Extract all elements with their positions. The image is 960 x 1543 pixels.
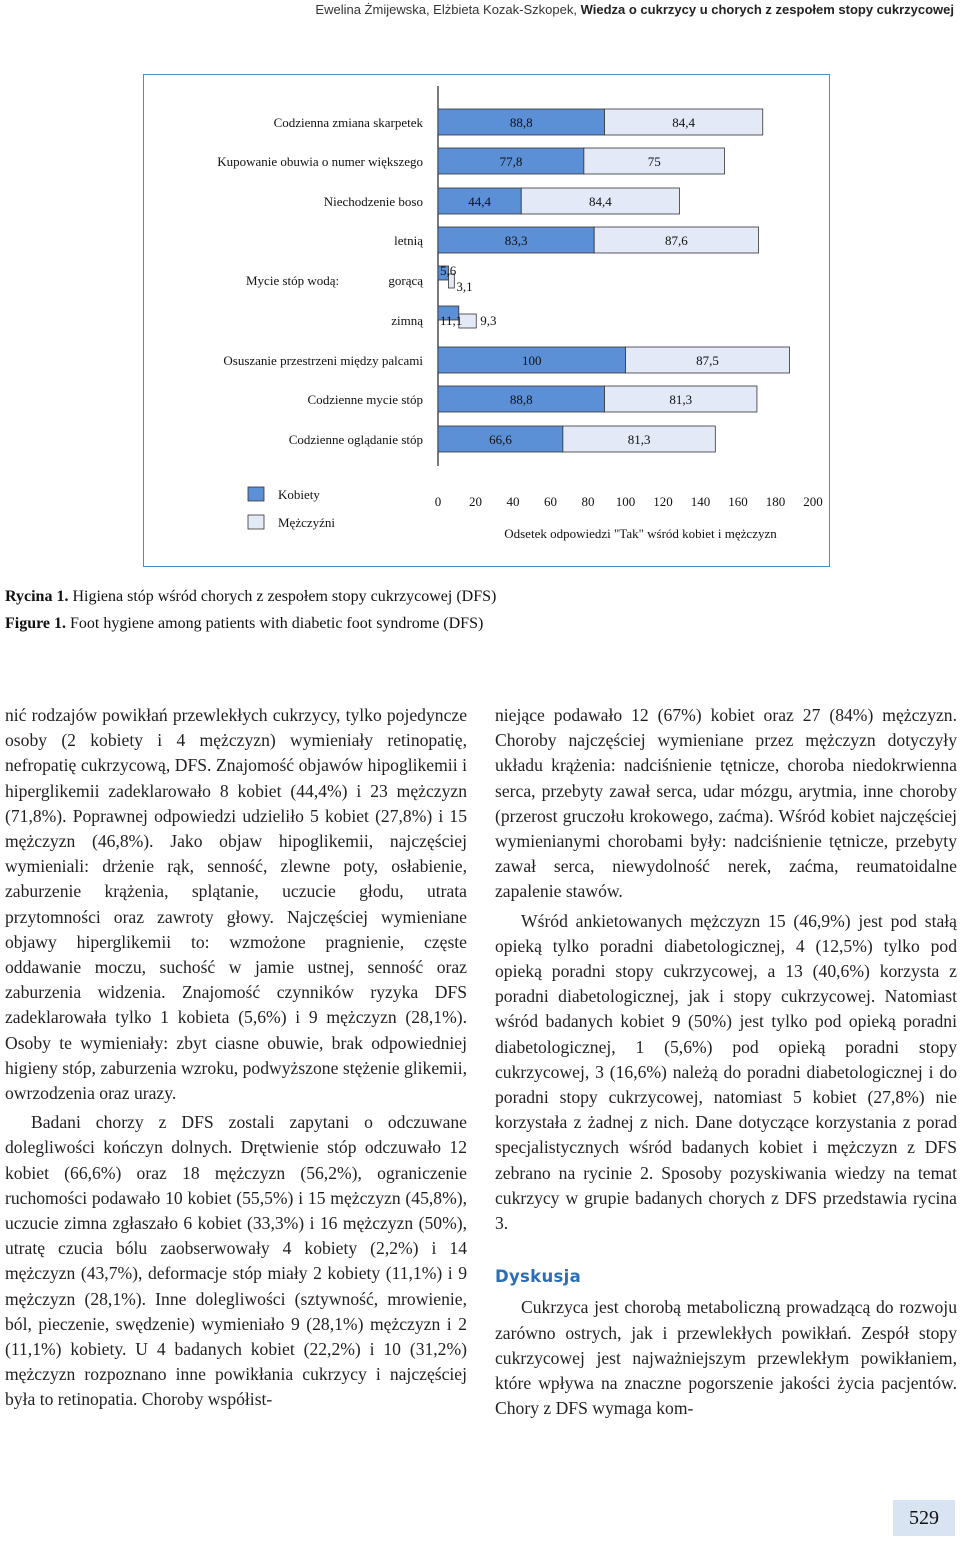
body-column-right xyxy=(495,703,957,1421)
legend-label: Mężczyźni xyxy=(278,515,336,530)
data-label: 84,4 xyxy=(672,115,695,130)
header-title: Wiedza o cukrzycy u chorych z zespołem stopy cukrzycowej xyxy=(580,2,954,17)
category-label: letnią xyxy=(394,233,423,248)
data-label: 87,5 xyxy=(696,353,719,368)
data-label: 75 xyxy=(647,154,661,169)
x-tick-label: 160 xyxy=(728,494,748,509)
figure-caption-en xyxy=(5,615,483,633)
data-label: 81,3 xyxy=(669,392,693,407)
x-tick-label: 100 xyxy=(615,494,636,509)
category-label: Osuszanie przestrzeni między palcami xyxy=(223,353,423,368)
category-label: Codzienne oglądanie stóp xyxy=(288,432,423,447)
data-label: 11,1 xyxy=(440,313,463,328)
category-label: Kupowanie obuwia o numer większego xyxy=(217,154,423,169)
legend-label: Kobiety xyxy=(278,487,320,502)
category-label: zimną xyxy=(391,313,423,328)
x-tick-label: 120 xyxy=(653,494,673,509)
data-label: 88,8 xyxy=(509,115,533,130)
figure-caption-pl xyxy=(5,588,496,606)
data-label: 100 xyxy=(522,353,542,368)
paragraph: nić rodzajów powikłań przewlekłych cukrzycy, tylko pojedyncze osoby (2 kobiety i 4 mężczyzn) wymieniały retinopatię, nefropatię cukrzycową, DFS. Znajomość objawów hipoglikemii i hiperglikemii zadeklarowało 8 kobiet (44,4%) i 23 mężczyzn (71,8%). Poprawnej odpowiedzi udzieliło 5 kobiet (27,8%) i 15 mężczyzn (46,8%). Jako objaw hipoglikemii, najczęściej wymieniali: drżenie rąk, senność, zlewne poty, osłabienie, zaburzenie krążenia, splątanie, uczucie głodu, utrata przytomności oraz zawroty głowy. Najczęściej wymieniane objawy hiperglikemii to: wzmożone pragnienie, częste oddawanie moczu, suchość w jamie ustnej, senność oraz zaburzenia widzenia. Znajomość czynników ryzyka DFS zadeklarowała tylko 1 kobieta (5,6%) i 9 mężczyzn (28,1%). Osoby te wymieniały: zbyt ciasne obuwie, brak odpowiedniej higieny stóp, zaburzenia wzroku, podwyższone stężenie glikemii, owrzodzenia oraz urazy. xyxy=(5,705,467,1104)
x-tick-label: 140 xyxy=(690,494,711,509)
x-tick-label: 200 xyxy=(803,494,823,509)
data-label: 5,6 xyxy=(440,263,457,278)
bar-chart xyxy=(143,74,830,567)
x-tick-label: 80 xyxy=(581,494,595,509)
x-axis-label: Odsetek odpowiedzi "Tak" wśród kobiet i mężczyzn xyxy=(504,526,777,541)
page-number: 529 xyxy=(893,1500,955,1536)
caption-en-label: Figure 1. xyxy=(5,615,67,632)
data-label: 81,3 xyxy=(627,432,651,447)
x-tick-label: 40 xyxy=(506,494,520,509)
legend-swatch xyxy=(248,515,264,529)
paragraph: Wśród ankietowanych mężczyzn 15 (46,9%) jest pod stałą opieką tylko poradni diabetologicznej, 4 (12,5%) tylko pod opieką poradni stopy cukrzycowej, a 13 (40,6%) korzysta z poradni diabetologicznej, jak i stopy cukrzycowej. Natomiast wśród badanych kobiet 9 (50%) jest tylko pod opieką poradni diabetologicznej, 1 (5,6%) pod opieką poradni stopy cukrzycowej, 3 (16,6%) należą do poradni diabetologicznej i do poradni stopy cukrzycowej, natomiast 5 kobiet (27,8%) nie korzystała z żadnej z nich. Dane dotyczące korzystania z porad specjalistycznych wśród badanych kobiet i mężczyzn z DFS zebrano na rycinie 2. Sposoby pozyskiwania wiedzy na temat cukrzycy w grupie badanych chorych z DFS przedstawia rycina 3. xyxy=(495,910,957,1234)
caption-pl-label: Rycina 1. xyxy=(5,588,69,605)
data-label: 44,4 xyxy=(468,194,491,209)
x-tick-label: 180 xyxy=(765,494,786,509)
body-column-left xyxy=(5,703,467,1413)
data-label: 3,1 xyxy=(456,279,473,294)
section-heading: Dyskusja xyxy=(495,1267,582,1287)
paragraph: Badani chorzy z DFS zostali zapytani o odczuwane dolegliwości kończyn dolnych. Drętwienie stóp odczuwało 12 kobiet (66,6%) oraz 18 mężczyzn (56,2%), ograniczenie ruchomości podawało 10 kobiet (55,5%) i 15 mężczyzn (45,8%), uczucie zimna zgłaszało 6 kobiet (33,3%) i 16 mężczyzn (50%), utratę czucia bólu zaobserwowały 4 kobiety (2,2%) i 14 mężczyzn (43,7%), deformacje stóp miały 2 kobiety (11,1%) i 9 mężczyzn (28,1%). Inne dolegliwości (sztywność, mrowienie, ból, pieczenie, swędzenie) wymieniało 9 (28,1%) mężczyzn i 2 (11,1%) kobiety. U 4 badanych kobiet (22,2%) i 10 (31,2%) mężczyzn rozpoznano inne powikłania cukrzycy i najczęściej była to retinopatia. Choroby współist- xyxy=(5,1112,467,1410)
running-header xyxy=(315,2,954,17)
category-label: Codzienna zmiana skarpetek xyxy=(273,115,423,130)
x-tick-label: 20 xyxy=(469,494,482,509)
header-authors: Ewelina Żmijewska, Elżbieta Kozak-Szkopek, xyxy=(315,2,577,17)
category-label: Niechodzenie boso xyxy=(323,194,423,209)
caption-pl-text: Higiena stóp wśród chorych z zespołem stopy cukrzycowej (DFS) xyxy=(72,588,497,605)
x-tick-label: 60 xyxy=(544,494,557,509)
data-label: 77,8 xyxy=(499,154,523,169)
data-label: 9,3 xyxy=(480,313,497,328)
group-label: Mycie stóp wodą: xyxy=(246,273,340,288)
data-label: 88,8 xyxy=(509,392,533,407)
category-label: gorącą xyxy=(388,273,423,288)
data-label: 84,4 xyxy=(589,194,612,209)
paragraph: Cukrzyca jest chorobą metaboliczną prowadzącą do rozwoju zarówno ostrych, jak i przewlekłych powikłań. Zespół stopy cukrzycowej jest najważniejszym przewlekłym powikłaniem, które wpływa na znaczne pogorszenie jakości życia pacjentów. Chory z DFS wymaga kom- xyxy=(495,1297,957,1419)
data-label: 66,6 xyxy=(489,432,512,447)
data-label: 87,6 xyxy=(664,233,688,248)
paragraph: niejące podawało 12 (67%) kobiet oraz 27 (84%) mężczyzn. Choroby najczęściej wymieniane przez mężczyzn dotyczyły układu krążenia: nadciśnienie tętnicze, choroba niedokrwienna serca, przebyty zawał serca, udar mózgu, arytmia, inne choroby (przerost gruczołu krokowego, zaćma). Wśród kobiet najczęściej wymienianymi chorobami były: nadciśnienie tętnicze, przebyty zawał serca, niewydolność nerek, zaćma, reumatoidalne zapalenie stawów. xyxy=(495,705,957,902)
data-label: 83,3 xyxy=(504,233,528,248)
x-tick-label: 0 xyxy=(434,494,442,509)
caption-en-text: Foot hygiene among patients with diabetic foot syndrome (DFS) xyxy=(70,615,484,632)
category-label: Codzienne mycie stóp xyxy=(307,392,423,407)
legend-swatch xyxy=(248,487,264,501)
